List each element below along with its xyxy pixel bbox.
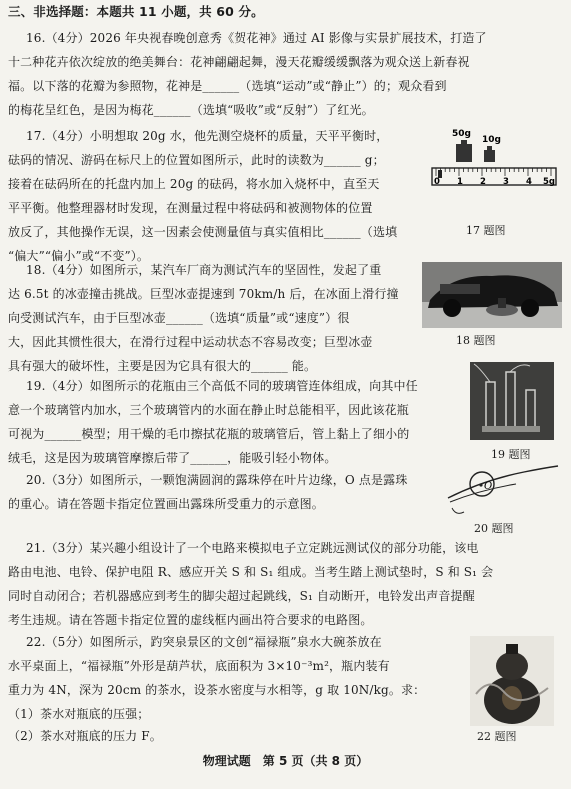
fig17-balance-weights [430, 126, 560, 208]
fig20-dew-leaf [444, 462, 562, 518]
q21-line-2: 路由电池、电铃、保护电阻 R、感应开关 S 和 S₁ 组成。当考生踏上测试垫时，S 和 S₁ 会 [8, 565, 494, 579]
q19-line-3: 可视为______模型；用干燥的毛巾擦拭花瓶的玻璃管后，管上黏上了细小的 [8, 427, 410, 441]
q21-line-4: 考生违规。请在答题卡指定位置的虚线框内画出符合要求的电路图。 [8, 613, 373, 627]
weight-50g-icon [456, 144, 472, 162]
fig19-vase-photo [470, 362, 554, 440]
fig19-caption: 19 题图 [491, 448, 531, 461]
weight-50g-label: 50g [452, 129, 471, 139]
tick-label-4: 4 [526, 177, 532, 187]
q21-line-3: 同时自动闭合；若机器感应到考生的脚尖超过起跳线，S₁ 自动断开，电铃发出声音提醒 [8, 589, 475, 603]
fig22-caption: 22 题图 [477, 730, 517, 743]
q16-line-3: 福。以下落的花瓣为参照物，花神是______（选填“运动”或“静止”）的；观众看到 [8, 79, 447, 93]
q16-line-2: 十二种花卉依次绽放的绝美舞台：花神翩翩起舞，漫天花瓣缓缓飘落为观众送上新春祝 [8, 55, 470, 69]
q19-line-1: 19.（4分）如图所示的花瓶由三个高低不同的玻璃管连体组成，向其中任 [26, 379, 418, 393]
fig18-caption: 18 题图 [456, 334, 496, 347]
q20-line-2: 的重心。请在答题卡指定位置画出露珠所受重力的示意图。 [8, 497, 324, 511]
weight-10g-icon [484, 150, 495, 162]
dew-center-label: O [484, 481, 493, 492]
q17-line-1: 17.（4分）小明想取 20g 水，他先测空烧杯的质量，天平平衡时， [26, 129, 389, 143]
q16-line-1: 16.（4分）2026 年央视春晚创意秀《贺花神》通过 AI 影像与实景扩展技术，打造了 [26, 31, 487, 45]
q17-line-3: 接着在砝码所在的托盘内加上 20g 的砝码，将水加入烧杯中，直至天 [8, 177, 380, 191]
q20-line-1: 20.（3分）如图所示，一颗饱满圆润的露珠停在叶片边缘，O 点是露珠 [26, 473, 408, 487]
tick-label-1: 1 [457, 177, 463, 187]
q17-line-2: 砝码的情况、游码在标尺上的位置如图所示，此时的读数为______ g； [8, 153, 385, 167]
q18-line-5: 具有强大的破坏性，主要是因为它具有很大的______ 能。 [8, 359, 317, 373]
q21-line-1: 21.（3分）某兴趣小组设计了一个电路来模拟电子立定跳远测试仪的部分功能，该电 [26, 541, 479, 555]
q22-line-2: 水平桌面上，“福禄瓶”外形是葫芦状，底面积为 3×10⁻³m²，瓶内装有 [8, 659, 390, 673]
q18-line-2: 达 6.5t 的冰壶撞击挑战。巨型冰壶提速到 70km/h 后，在冰面上滑行撞 [8, 287, 399, 301]
q22-line-4: （1）茶水对瓶底的压强； [8, 707, 150, 721]
q18-line-3: 向受测试汽车，由于巨型冰壶______（选填“质量”或“速度”）很 [8, 311, 350, 325]
q18-line-1: 18.（4分）如图所示，某汽车厂商为测试汽车的坚固性，发起了重 [26, 263, 382, 277]
q17-line-5: 放反了，其他操作无误，这一因素会使测量值与真实值相比______（选填 [8, 225, 398, 239]
q19-line-4: 绒毛，这是因为玻璃管摩擦后带了______，能吸引轻小物体。 [8, 451, 337, 465]
q22-line-3: 重力为 4N，深为 20cm 的茶水，设茶水密度与水相等，g 取 10N/kg。求： [8, 683, 426, 697]
tick-label-2: 2 [480, 177, 486, 187]
q16-line-4: 的梅花呈红色，是因为梅花______（选填“吸收”或“反射”）了红光。 [8, 103, 374, 117]
tick-label-3: 3 [503, 177, 509, 187]
weight-10g-label: 10g [482, 135, 501, 145]
fig17-caption: 17 题图 [466, 224, 506, 237]
fig22-gourd-bottle-photo [470, 636, 554, 726]
q18-line-4: 大，因此其惯性很大，在滑行过程中运动状态不容易改变；巨型冰壶 [8, 335, 373, 349]
tick-label-0: 0 [434, 177, 440, 187]
q17-line-4: 平平衡。他整理器材时发现，在测量过程中将砝码和被测物体的位置 [8, 201, 373, 215]
q19-line-2: 意一个玻璃管内加水，三个玻璃管内的水面在静止时总能相平，因此该花瓶 [8, 403, 409, 417]
section-title: 三、非选择题：本题共 11 小题，共 60 分。 [8, 4, 264, 19]
tick-label-5: 5g [543, 177, 555, 187]
fig18-car-curling-photo [422, 262, 562, 328]
fig20-caption: 20 题图 [474, 522, 514, 535]
page-footer: 物理试题 第 5 页（共 8 页） [202, 754, 369, 768]
q17-line-6: “偏大”“偏小”或“不变”）。 [8, 249, 150, 263]
q22-line-5: （2）茶水对瓶底的压力 F。 [8, 729, 162, 743]
q22-line-1: 22.（5分）如图所示，趵突泉景区的文创“福禄瓶”泉水大碗茶放在 [26, 635, 382, 649]
